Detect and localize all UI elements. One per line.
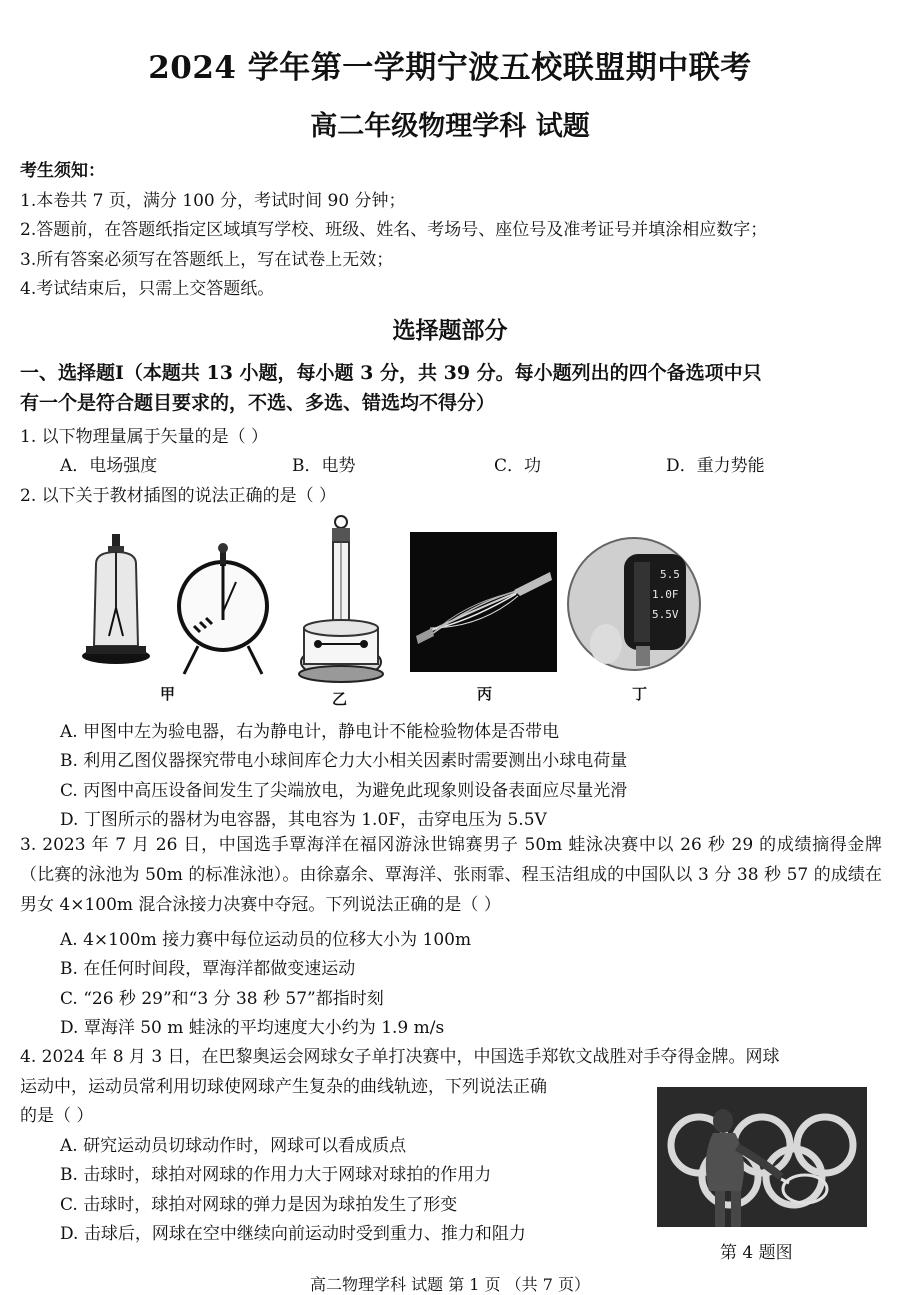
q3-option-a: A. 4×100m 接力赛中每位运动员的位移大小为 100m bbox=[60, 930, 472, 950]
capacitor-mark-3: 5.5V bbox=[652, 608, 679, 621]
q4-stem-line3: 的是（ ） bbox=[20, 1106, 94, 1126]
part1-heading-line1: 一、选择题Ⅰ（本题共 13 小题，每小题 3 分，共 39 分。每小题列出的四个备选项中只 bbox=[20, 362, 762, 384]
section-title: 选择题部分 bbox=[392, 317, 508, 344]
q1-option-a: A．电场强度 bbox=[60, 456, 158, 476]
q1-option-b: B．电势 bbox=[292, 456, 356, 476]
notice-heading: 考生须知： bbox=[20, 161, 105, 181]
notice-item-2: 2.答题前，在答题纸指定区域填写学校、班级、姓名、考场号、座位号及准考证号并填涂相应数字； bbox=[20, 220, 768, 240]
q4-stem-line1: 4. 2024 年 8 月 3 日，在巴黎奥运会网球女子单打决赛中，中国选手郑钦文战胜对手夺得金牌。网球 bbox=[20, 1047, 780, 1067]
q4-option-c: C. 击球时，球拍对网球的弹力是因为球拍发生了形变 bbox=[60, 1195, 458, 1215]
figure-label-bing: 丙 bbox=[477, 685, 493, 703]
q3-option-d: D. 覃海洋 50 m 蛙泳的平均速度大小约为 1.9 m/s bbox=[60, 1018, 445, 1038]
q1-option-c: C．功 bbox=[494, 456, 542, 476]
exam-title: 2024 学年第一学期宁波五校联盟期中联考 bbox=[148, 50, 752, 86]
part1-heading-line2: 有一个是符合题目要求的，不选、多选、错选均不得分） bbox=[20, 392, 496, 414]
exam-subtitle: 高二年级物理学科 试题 bbox=[310, 111, 590, 142]
q2-option-c: C. 丙图中高压设备间发生了尖端放电，为避免此现象则设备表面应尽量光滑 bbox=[60, 781, 628, 801]
q4-option-d: D. 击球后，网球在空中继续向前运动时受到重力、推力和阻力 bbox=[60, 1224, 526, 1244]
q2-option-d: D. 丁图所示的器材为电容器，其电容为 1.0F，击穿电压为 5.5V bbox=[60, 810, 547, 830]
page-footer: 高二物理学科 试题 第 1 页 （共 7 页） bbox=[310, 1275, 590, 1294]
part1-heading bbox=[20, 358, 882, 418]
capacitor-mark-2: 1.0F bbox=[652, 588, 679, 601]
q4-figure-caption: 第 4 题图 bbox=[720, 1243, 793, 1263]
q2-option-a: A. 甲图中左为验电器，右为静电计，静电计不能检验物体是否带电 bbox=[60, 722, 560, 742]
capacitor-mark-1: 5.5 bbox=[660, 568, 680, 581]
q4-option-b: B. 击球时，球拍对网球的作用力大于网球对球拍的作用力 bbox=[60, 1165, 492, 1185]
q2-option-b: B. 利用乙图仪器探究带电小球间库仑力大小相关因素时需要测出小球电荷量 bbox=[60, 751, 628, 771]
figure-bing-point-discharge bbox=[410, 532, 557, 672]
notice-item-1: 1.本卷共 7 页，满分 100 分，考试时间 90 分钟； bbox=[20, 191, 406, 211]
figure-q4-tennis-player bbox=[657, 1087, 867, 1227]
q3-option-b: B. 在任何时间段，覃海洋都做变速运动 bbox=[60, 959, 356, 979]
q4-stem-line2: 运动中，运动员常利用切球使网球产生复杂的曲线轨迹，下列说法正确 bbox=[20, 1077, 547, 1097]
figure-label-ding: 丁 bbox=[632, 685, 648, 703]
q1-stem: 1. 以下物理量属于矢量的是（ ） bbox=[20, 427, 269, 447]
q3-option-c: C. “26 秒 29”和“3 分 38 秒 57”都指时刻 bbox=[60, 989, 384, 1009]
q2-stem: 2. 以下关于教材插图的说法正确的是（ ） bbox=[20, 486, 337, 506]
figure-ding-capacitor bbox=[566, 534, 702, 674]
figure-label-jia: 甲 bbox=[160, 685, 176, 703]
figure-jia-electroscope-electrometer bbox=[76, 528, 276, 680]
q1-option-d: D．重力势能 bbox=[666, 456, 765, 476]
q3-stem: 3. 2023 年 7 月 26 日，中国选手覃海洋在福冈游泳世锦赛男子 50m 蛙泳决赛中以 26 秒 29 的成绩摘得金牌（比赛的泳池为 50m 的标准泳池）。由徐嘉余、覃海洋、张雨霏、程玉洁组成的中国队以 3 分 38 秒 57 的成绩在男女 4×100m 混合泳接力决赛中夺冠。下列说法正确的是（ ） bbox=[20, 835, 882, 915]
figure-yi-torsion-balance bbox=[298, 514, 384, 684]
notice-item-4: 4.考试结束后，只需上交答题纸。 bbox=[20, 279, 275, 299]
figure-label-yi: 乙 bbox=[332, 690, 348, 708]
notice-item-3: 3.所有答案必须写在答题纸上，写在试卷上无效； bbox=[20, 250, 394, 270]
q4-option-a: A. 研究运动员切球动作时，网球可以看成质点 bbox=[60, 1136, 407, 1156]
